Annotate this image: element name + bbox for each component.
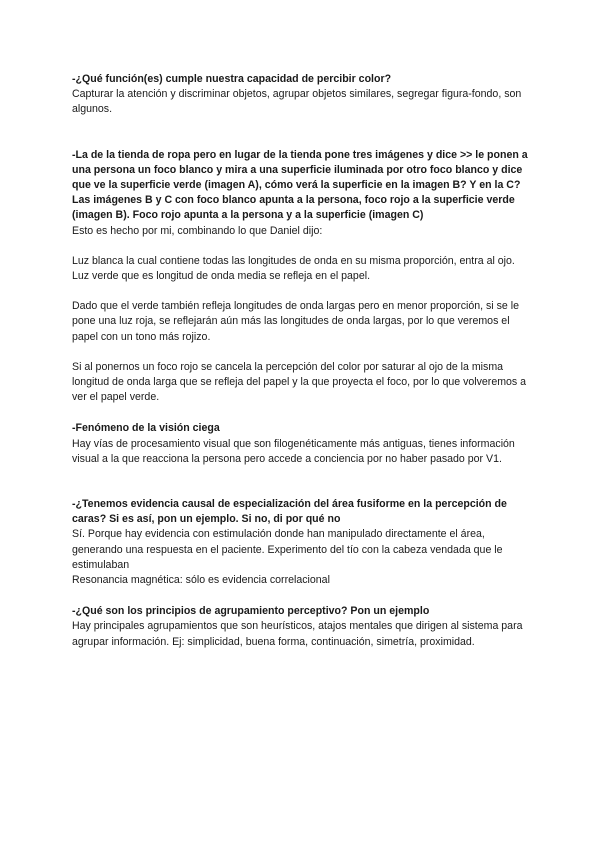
question-heading: -¿Qué son los principios de agrupamiento perceptivo? Pon un ejemplo (72, 605, 430, 618)
answer-paragraph: Capturar la atención y discriminar objetos, agrupar objetos similares, segregar figura-fondo, son algunos. (72, 88, 522, 116)
answer-paragraph: Esto es hecho por mi, combinando lo que Daniel dijo: (72, 224, 323, 237)
answer-paragraph: Si al ponernos un foco rojo se cancela la percepción del color por saturar al ojo de la misma longitud de onda larga que se refleja del papel y la que proyecta el foco, por lo que volveremos a ver el papel verde. (72, 360, 527, 404)
answer-paragraph: Dado que el verde también refleja longitudes de onda largas pero en menor proporción, si se le pone una luz roja, se reflejarán aún más las longitudes de onda largas, por lo que veremos el papel con un tono más rojizo. (72, 300, 519, 343)
answer-paragraph: Sí. Porque hay evidencia con estimulación donde han manipulado directamente el área, generando una respuesta en el paciente. Experimento del tío con la cabeza vendada que le estimulaban Resonancia magnética: sólo es evidencia correlacional (72, 528, 503, 587)
section-clothing-store (72, 148, 530, 406)
answer-paragraph: Hay principales agrupamientos que son heurísticos, atajos mentales que dirigen al sistema para agrupar información. Ej: simplicidad, buena forma, continuación, simetría, proximidad. (72, 620, 523, 648)
section-color-function (72, 72, 530, 118)
answer-paragraph: Luz blanca la cual contiene todas las longitudes de onda en su misma proporción, entra al ojo. Luz verde que es longitud de onda media se refleja en el papel. (72, 254, 515, 283)
question-heading: -¿Qué función(es) cumple nuestra capacidad de percibir color? (72, 73, 392, 85)
section-fusiform-area (72, 497, 530, 588)
question-heading: -¿Tenemos evidencia causal de especialización del área fusiforme en la percepción de caras? Si es así, pon un ejemplo. Si no, di por qué no (72, 498, 507, 526)
section-blindsight (72, 421, 530, 467)
section-grouping-principles (72, 604, 530, 650)
answer-paragraph: Hay vías de procesamiento visual que son filogenéticamente más antiguas, tienes información visual a la que reacciona la persona pero accede a conciencia por no haber pasado por V1. (72, 437, 515, 465)
question-heading: -Fenómeno de la visión ciega (72, 422, 220, 435)
question-heading: -La de la tienda de ropa pero en lugar de la tienda pone tres imágenes y dice >> le ponen a una persona un foco blanco y mira a una superficie iluminada por otro foco blanco y dice que ve la superficie verde (imagen A), cómo verá la superficie en la imagen B? Y en la C? Las imágenes B y C con foco blanco apunta a la persona, foco rojo a la superficie verde (imagen B). Foco rojo apunta a la persona y a la superficie (imagen C) (72, 148, 528, 222)
